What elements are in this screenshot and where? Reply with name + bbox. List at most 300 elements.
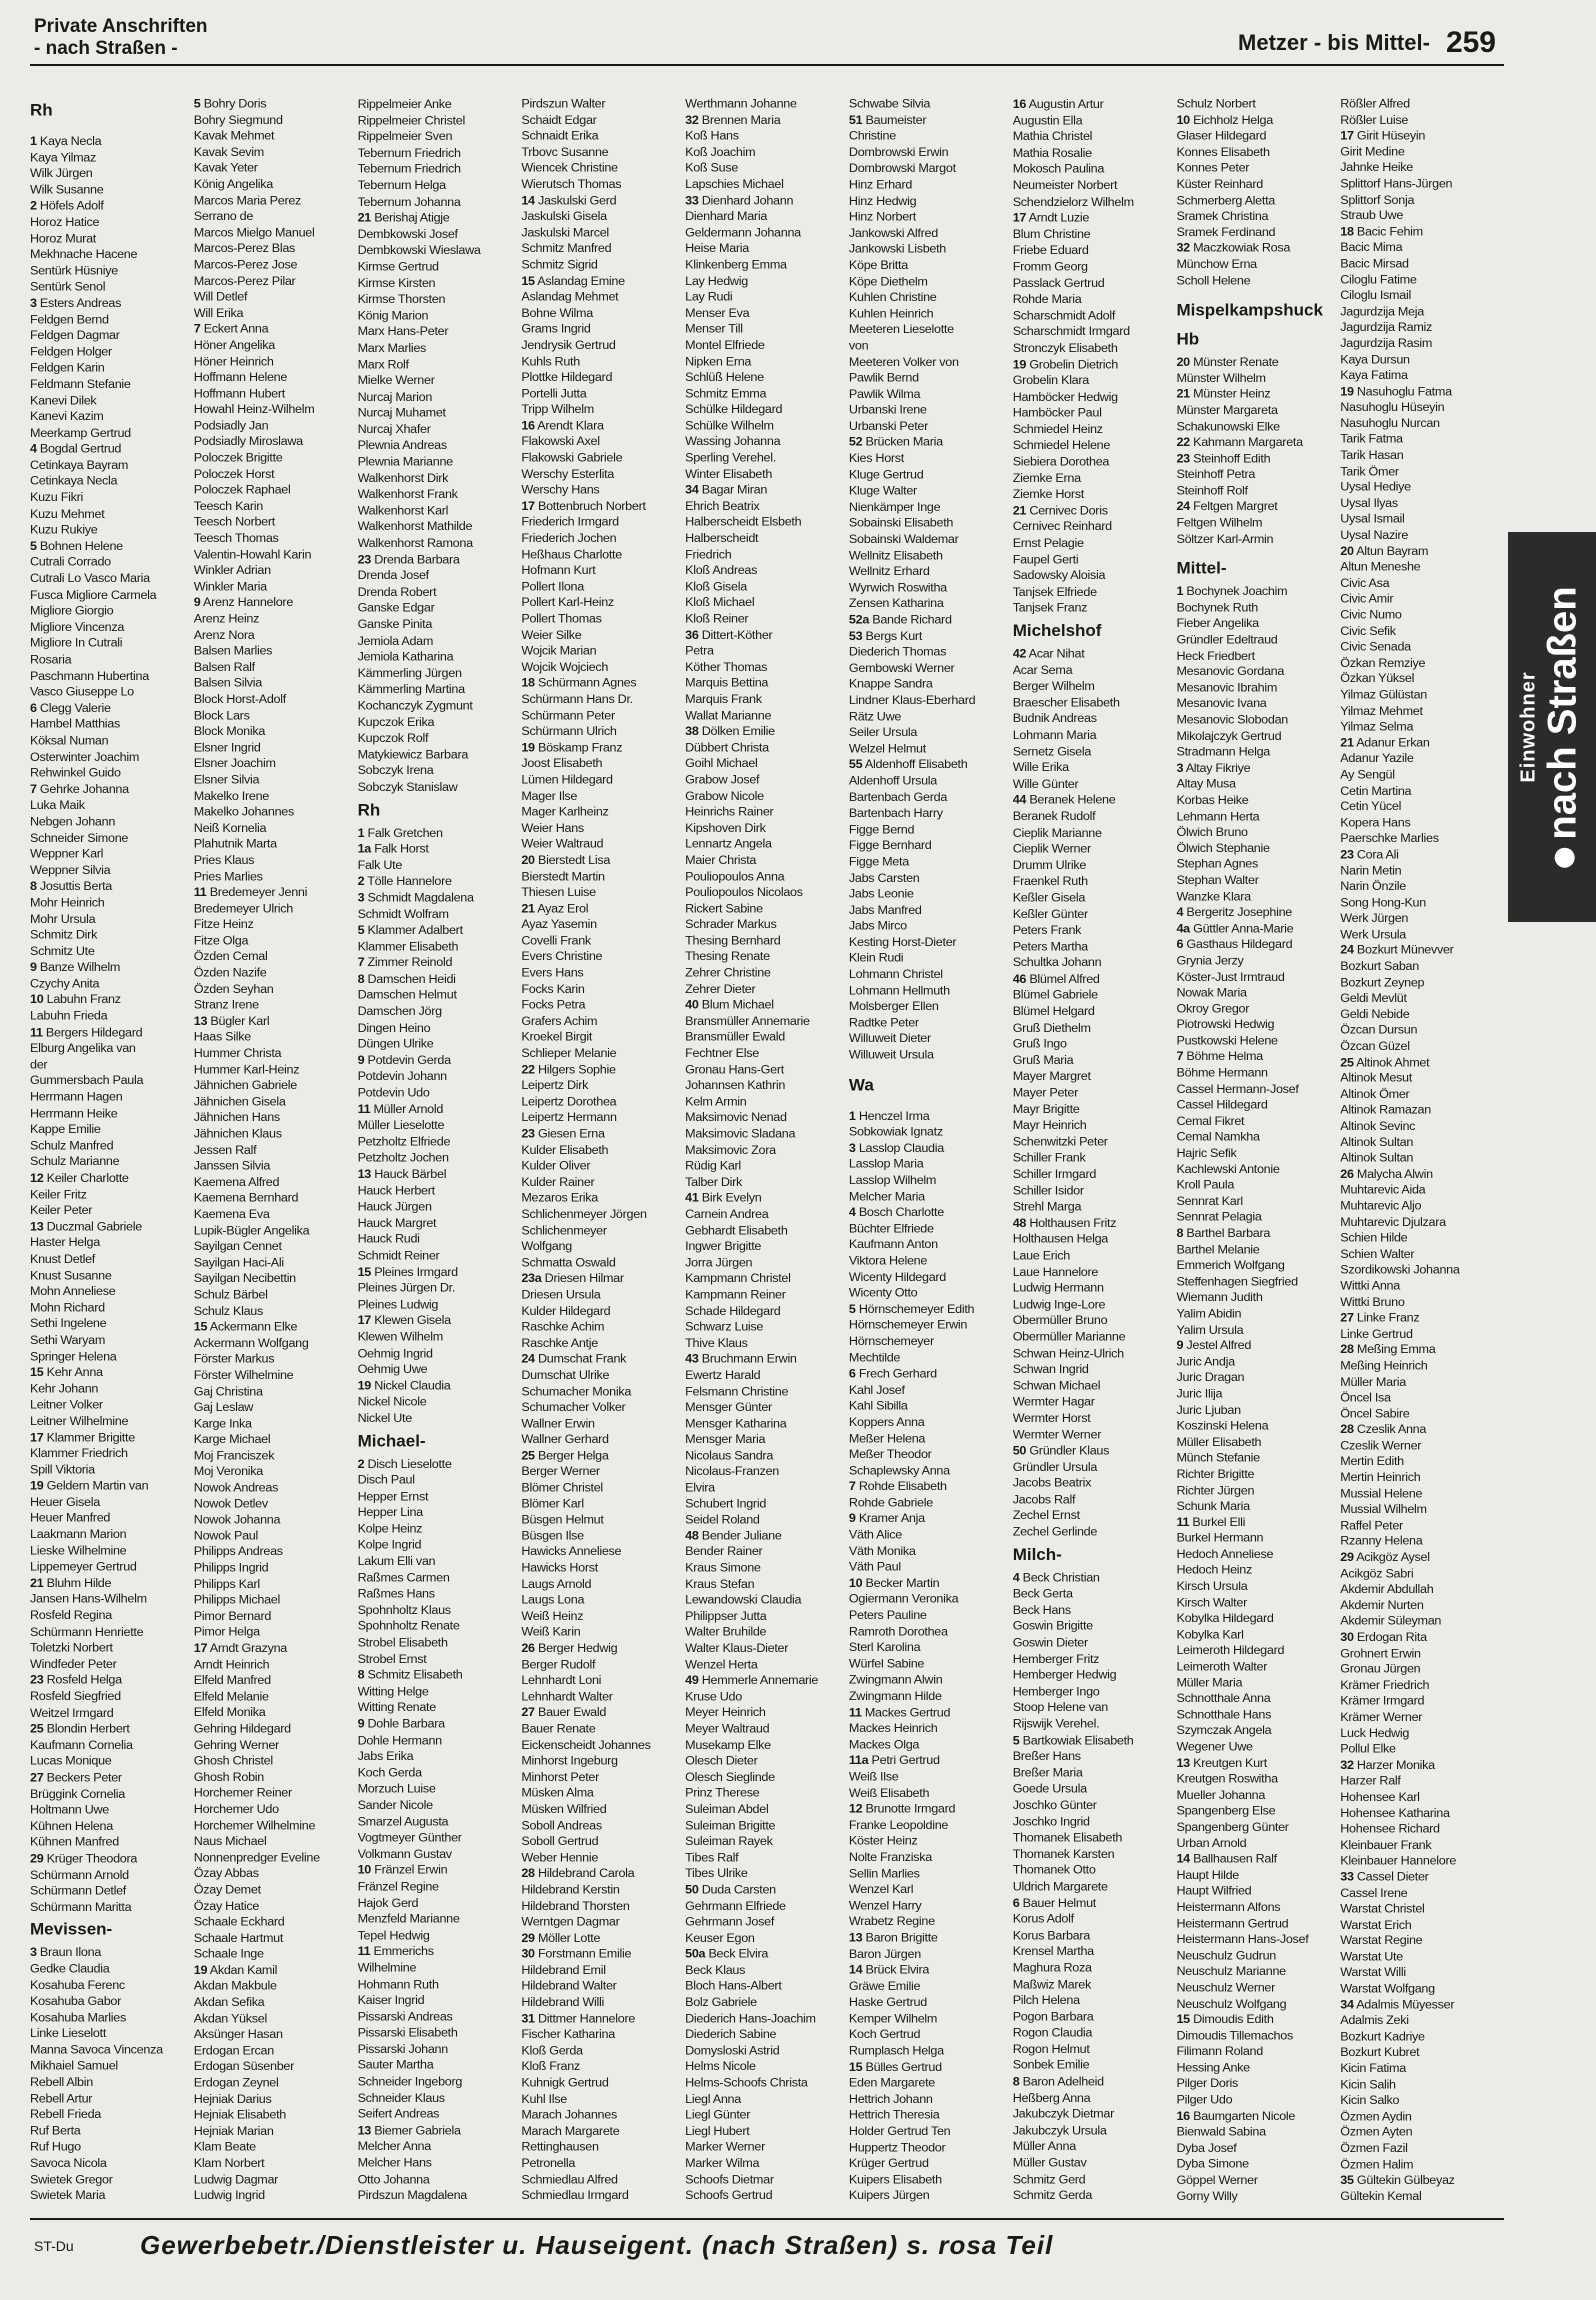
resident-entry bbox=[194, 949, 353, 965]
resident-name: Petri Gertrud bbox=[871, 1753, 940, 1768]
house-number: 1 bbox=[848, 1108, 856, 1123]
resident-name: Tebernum Johanna bbox=[357, 194, 461, 209]
resident-entry bbox=[849, 1301, 1008, 1317]
resident-entry bbox=[194, 1624, 353, 1640]
resident-name: Höfels Adolf bbox=[39, 198, 104, 213]
resident-entry bbox=[1340, 1725, 1499, 1741]
resident-name: Figge Bernhard bbox=[848, 838, 932, 853]
resident-name: Bauer Ewald bbox=[537, 1705, 607, 1720]
resident-name: Kloß Gerda bbox=[521, 2043, 583, 2058]
house-number: 55 bbox=[848, 757, 863, 772]
resident-name: Köksal Numan bbox=[30, 733, 109, 748]
resident-entry bbox=[30, 733, 189, 749]
resident-name: Linke Franz bbox=[1356, 1310, 1420, 1325]
resident-entry bbox=[30, 2074, 189, 2090]
resident-name: Weier Silke bbox=[521, 627, 582, 642]
resident-name: Prinz Therese bbox=[685, 1786, 760, 1800]
house-number: 8 bbox=[30, 879, 37, 894]
resident-name: Yalim Ursula bbox=[1176, 1322, 1244, 1337]
resident-entry bbox=[30, 295, 189, 311]
resident-entry bbox=[194, 933, 353, 949]
resident-entry bbox=[521, 209, 680, 225]
resident-name: Höner Angelika bbox=[193, 338, 275, 352]
resident-name: Smarzel Augusta bbox=[357, 1814, 449, 1829]
house-number: 28 bbox=[521, 1866, 535, 1881]
resident-entry bbox=[194, 176, 353, 192]
resident-entry bbox=[685, 1657, 844, 1673]
resident-name: Schmitz Dirk bbox=[30, 927, 98, 942]
resident-name: Philippser Jutta bbox=[685, 1609, 767, 1623]
resident-name: Maksimovic Sladana bbox=[685, 1126, 796, 1141]
resident-name: Hörnschemeyer Erwin bbox=[848, 1318, 968, 1332]
resident-name: Weppner Karl bbox=[30, 846, 104, 861]
resident-entry bbox=[358, 112, 517, 128]
resident-name: Grobelin Klara bbox=[1012, 373, 1089, 388]
resident-name: Sayilgan Haci-Ali bbox=[193, 1255, 284, 1269]
resident-entry bbox=[358, 2074, 517, 2090]
resident-name: Walkenhorst Frank bbox=[357, 487, 458, 501]
resident-entry bbox=[1340, 1997, 1499, 2013]
resident-name: von bbox=[848, 338, 869, 353]
resident-name: Bozkurt Kadriye bbox=[1340, 2029, 1425, 2044]
resident-name: Czeslik Anna bbox=[1356, 1422, 1427, 1437]
resident-entry bbox=[1013, 1231, 1172, 1247]
house-number: 32 bbox=[685, 113, 699, 127]
resident-entry bbox=[849, 676, 1008, 692]
resident-entry bbox=[521, 1319, 680, 1335]
resident-entry bbox=[358, 2057, 517, 2073]
resident-name: Moj Veronika bbox=[193, 1464, 263, 1479]
resident-entry bbox=[521, 1962, 680, 1978]
resident-name: Peters Frank bbox=[1012, 923, 1082, 937]
resident-name: Lieske Wilhelmine bbox=[30, 1543, 127, 1558]
resident-name: Hohmann Ruth bbox=[357, 1977, 439, 1991]
resident-name: Raffel Peter bbox=[1340, 1518, 1403, 1533]
resident-entry bbox=[521, 1946, 680, 1962]
resident-entry bbox=[1176, 937, 1335, 953]
resident-name: Scharschmidt Adolf bbox=[1012, 308, 1116, 323]
resident-name: Raschke Achim bbox=[521, 1319, 605, 1334]
resident-name: Bauer Helmut bbox=[1022, 1895, 1097, 1910]
resident-name: Münster Wilhelm bbox=[1176, 371, 1266, 385]
resident-entry bbox=[521, 1061, 680, 1077]
house-number: 7 bbox=[1176, 1049, 1184, 1064]
resident-name: Talber Dirk bbox=[685, 1174, 743, 1189]
resident-entry bbox=[1340, 1342, 1499, 1358]
resident-entry bbox=[685, 1882, 844, 1898]
house-number: 23 bbox=[30, 1673, 44, 1687]
resident-name: Friedrich bbox=[685, 547, 732, 562]
resident-entry bbox=[521, 353, 680, 369]
resident-name: Cieplik Marianne bbox=[1012, 825, 1102, 840]
resident-name: Mackes Olga bbox=[848, 1737, 920, 1752]
resident-entry bbox=[685, 1077, 844, 1093]
resident-name: Steinhoff Rolf bbox=[1176, 483, 1248, 498]
resident-name: Mussial Helene bbox=[1340, 1486, 1423, 1501]
resident-name: Feldmann Stefanie bbox=[30, 377, 131, 391]
resident-entry bbox=[1340, 1406, 1499, 1422]
resident-entry bbox=[194, 1142, 353, 1158]
resident-entry bbox=[30, 457, 189, 473]
resident-entry bbox=[849, 1108, 1008, 1124]
resident-entry bbox=[1013, 1459, 1172, 1475]
resident-entry bbox=[685, 917, 844, 933]
resident-name: Weber Hennie bbox=[521, 1850, 599, 1865]
resident-name: Bosch Charlotte bbox=[858, 1205, 944, 1220]
resident-entry bbox=[1340, 1054, 1499, 1070]
resident-entry bbox=[1340, 1438, 1499, 1454]
resident-name: Lippemeyer Gertrud bbox=[30, 1559, 137, 1574]
resident-name: Jagurdzija Meja bbox=[1340, 304, 1424, 319]
resident-name: Sramek Christina bbox=[1176, 209, 1269, 223]
resident-name: Bogdal Gertrud bbox=[39, 441, 122, 456]
resident-name: Köster Heinz bbox=[848, 1834, 918, 1848]
resident-name: Wilk Jürgen bbox=[30, 166, 93, 181]
resident-entry bbox=[685, 1335, 844, 1351]
resident-name: Gronau Jürgen bbox=[1340, 1662, 1421, 1676]
resident-entry bbox=[1176, 1948, 1335, 1964]
resident-entry bbox=[1176, 273, 1335, 289]
resident-entry bbox=[685, 1174, 844, 1190]
resident-name: Kluge Walter bbox=[848, 483, 917, 498]
house-number: 11 bbox=[848, 1705, 862, 1719]
resident-name: Kelm Armin bbox=[685, 1094, 747, 1109]
house-number: 6 bbox=[1176, 937, 1184, 952]
resident-entry bbox=[849, 257, 1008, 273]
resident-name: Peters Martha bbox=[1012, 939, 1088, 954]
resident-entry bbox=[358, 226, 517, 242]
resident-entry bbox=[194, 1238, 353, 1254]
resident-entry bbox=[194, 772, 353, 788]
resident-name: Öncel Isa bbox=[1340, 1390, 1391, 1405]
house-number: 10 bbox=[30, 992, 44, 1007]
resident-entry bbox=[1340, 2045, 1499, 2061]
resident-name: Kirmse Gertrud bbox=[357, 259, 439, 274]
resident-name: Radtke Peter bbox=[848, 1015, 919, 1030]
resident-name: Lasslop Wilhelm bbox=[848, 1173, 937, 1187]
resident-name: Meyer Heinrich bbox=[685, 1705, 766, 1720]
resident-name: Meyer Waltraud bbox=[685, 1721, 770, 1736]
resident-entry bbox=[194, 241, 353, 257]
resident-name: Neiß Kornelia bbox=[193, 820, 267, 835]
resident-entry bbox=[849, 1511, 1008, 1527]
resident-entry bbox=[685, 2011, 844, 2027]
resident-entry bbox=[1013, 1976, 1172, 1992]
resident-name: Marx Hans-Peter bbox=[357, 324, 449, 339]
resident-name: Konnes Elisabeth bbox=[1176, 145, 1270, 159]
resident-name: Lupik-Bügler Angelika bbox=[193, 1223, 310, 1237]
resident-name: Seifert Andreas bbox=[357, 2107, 440, 2121]
house-number: 7 bbox=[848, 1479, 856, 1494]
resident-entry bbox=[1340, 911, 1499, 927]
house-number: 52a bbox=[848, 612, 870, 627]
resident-name: Sellin Marlies bbox=[848, 1866, 920, 1881]
resident-name: Felsmann Christine bbox=[685, 1384, 789, 1398]
resident-name: Plottke Hildegard bbox=[521, 370, 613, 385]
resident-entry bbox=[1340, 2157, 1499, 2173]
resident-name: Kramer Anja bbox=[858, 1511, 925, 1526]
resident-name: Hoffmann Helene bbox=[193, 370, 288, 385]
resident-name: Marcos-Perez Blas bbox=[193, 241, 296, 256]
resident-entry bbox=[685, 836, 844, 852]
resident-entry bbox=[1013, 1765, 1172, 1781]
resident-entry bbox=[1013, 841, 1172, 857]
resident-entry bbox=[685, 1673, 844, 1689]
resident-name: Mager Ilse bbox=[521, 788, 578, 803]
resident-name: Gaj Christina bbox=[193, 1384, 263, 1398]
resident-name: Bransmüller Ewald bbox=[685, 1030, 786, 1044]
resident-name: Molsberger Ellen bbox=[848, 999, 939, 1014]
resident-entry bbox=[358, 1036, 517, 1052]
resident-entry bbox=[1176, 921, 1335, 937]
resident-name: Neuschulz Marianne bbox=[1176, 1964, 1286, 1979]
resident-name: Kluge Gertrud bbox=[848, 467, 924, 482]
resident-name: Schade Hildegard bbox=[685, 1303, 781, 1318]
resident-entry bbox=[358, 1004, 517, 1020]
house-number: 20 bbox=[521, 853, 535, 867]
resident-entry bbox=[1340, 1789, 1499, 1805]
resident-entry bbox=[358, 714, 517, 730]
resident-entry bbox=[685, 804, 844, 820]
resident-entry bbox=[1340, 1182, 1499, 1198]
resident-entry bbox=[30, 1332, 189, 1348]
resident-entry bbox=[30, 1656, 189, 1672]
resident-name: Schürmann Ulrich bbox=[521, 724, 617, 739]
resident-entry bbox=[849, 354, 1008, 370]
resident-name: Wermter Horst bbox=[1012, 1411, 1091, 1425]
resident-entry bbox=[1176, 499, 1335, 515]
resident-entry bbox=[194, 1271, 353, 1287]
resident-name: Blümel Helgard bbox=[1012, 1004, 1095, 1019]
resident-name: Harzer Monika bbox=[1356, 1758, 1435, 1772]
resident-name: Mesanovic Slobodan bbox=[1176, 712, 1288, 727]
resident-entry bbox=[1176, 1049, 1335, 1065]
resident-entry bbox=[358, 1960, 517, 1976]
resident-name: Szymczak Angela bbox=[1176, 1723, 1272, 1738]
resident-name: Marach Johannes bbox=[521, 2108, 617, 2122]
resident-entry bbox=[1176, 953, 1335, 969]
resident-entry bbox=[521, 2107, 680, 2123]
house-number: 33 bbox=[1340, 1869, 1354, 1884]
resident-entry bbox=[521, 241, 680, 257]
resident-entry bbox=[30, 1105, 189, 1121]
resident-name: Weiß Ilse bbox=[848, 1769, 899, 1784]
resident-name: Valentin-Howahl Karin bbox=[193, 547, 312, 562]
resident-name: Geldi Nebide bbox=[1340, 1007, 1410, 1021]
resident-entry bbox=[194, 386, 353, 402]
resident-name: Werthmann Johanne bbox=[685, 96, 797, 111]
resident-name: Damschen Helmut bbox=[357, 988, 457, 1002]
resident-name: Mayer Margret bbox=[1012, 1069, 1091, 1084]
resident-name: Schneider Simone bbox=[30, 830, 129, 845]
resident-entry bbox=[358, 307, 517, 323]
resident-name: Hajric Sefik bbox=[1176, 1146, 1237, 1160]
resident-entry bbox=[1176, 402, 1335, 418]
resident-entry bbox=[30, 360, 189, 376]
resident-name: Maksimovic Zora bbox=[685, 1142, 776, 1157]
resident-entry bbox=[685, 707, 844, 723]
resident-entry bbox=[1176, 2092, 1335, 2108]
resident-name: Howahl Heinz-Wilhelm bbox=[193, 402, 315, 417]
resident-name: Menser Till bbox=[685, 322, 743, 336]
resident-name: Kuzu Fikri bbox=[30, 490, 83, 505]
resident-entry bbox=[358, 600, 517, 616]
resident-entry bbox=[521, 868, 680, 884]
resident-entry bbox=[358, 194, 517, 210]
resident-entry bbox=[194, 1061, 353, 1077]
resident-name: Schlüß Helene bbox=[685, 370, 764, 385]
resident-name: Raßmes Hans bbox=[357, 1586, 435, 1601]
resident-name: Cetin Martina bbox=[1340, 783, 1412, 798]
resident-entry bbox=[194, 868, 353, 884]
resident-entry bbox=[358, 275, 517, 291]
resident-entry bbox=[358, 1215, 517, 1231]
resident-name: Bacic Fehim bbox=[1356, 224, 1423, 239]
resident-name: Müller Gustav bbox=[1012, 2155, 1087, 2170]
resident-name: Tepel Hedwig bbox=[357, 1928, 430, 1943]
resident-name: Akdan Makbule bbox=[193, 1979, 277, 1993]
header-subtitle: - nach Straßen - bbox=[34, 38, 178, 59]
resident-name: Kulder Rainer bbox=[521, 1174, 595, 1189]
resident-name: Klewen Gisela bbox=[374, 1313, 451, 1328]
resident-entry bbox=[358, 1537, 517, 1553]
resident-entry bbox=[358, 649, 517, 665]
resident-entry bbox=[358, 1117, 517, 1133]
directory-columns bbox=[30, 96, 1504, 2208]
resident-entry bbox=[1176, 2060, 1335, 2076]
resident-name: Ogiermann Veronika bbox=[848, 1592, 959, 1606]
resident-entry bbox=[1340, 1582, 1499, 1598]
resident-entry bbox=[1340, 447, 1499, 463]
resident-name: Blömer Christel bbox=[521, 1480, 603, 1495]
resident-name: Wenzel Karl bbox=[848, 1882, 914, 1897]
resident-entry bbox=[1013, 1716, 1172, 1732]
resident-name: Tarik Fatma bbox=[1340, 432, 1403, 446]
resident-name: Elsner Joachim bbox=[193, 756, 276, 771]
resident-name: Marcos-Perez Pilar bbox=[193, 273, 296, 288]
resident-name: Weitzel Irmgard bbox=[30, 1705, 114, 1720]
resident-entry bbox=[1176, 112, 1335, 128]
resident-name: Leitner Wilhelmine bbox=[30, 1414, 129, 1428]
resident-entry bbox=[194, 917, 353, 933]
resident-entry bbox=[194, 804, 353, 820]
resident-entry bbox=[194, 1319, 353, 1335]
resident-entry bbox=[194, 1737, 353, 1753]
resident-entry bbox=[1013, 177, 1172, 193]
resident-entry bbox=[1176, 744, 1335, 760]
resident-name: Juric Dragan bbox=[1176, 1370, 1245, 1385]
resident-entry bbox=[521, 675, 680, 691]
resident-entry bbox=[358, 1635, 517, 1651]
resident-entry bbox=[1340, 399, 1499, 415]
resident-name: Cassel Irene bbox=[1340, 1885, 1408, 1900]
resident-name: Schnotthale Hans bbox=[1176, 1707, 1272, 1722]
resident-name: Kloß Gisela bbox=[685, 579, 747, 594]
resident-name: Dombrowski Margot bbox=[848, 161, 956, 176]
resident-name: Thive Klaus bbox=[685, 1335, 748, 1350]
resident-entry bbox=[358, 1329, 517, 1345]
resident-name: Nowak Maria bbox=[1176, 985, 1247, 1000]
section-tab bbox=[1508, 532, 1596, 922]
resident-name: Meeteren Volker von bbox=[848, 354, 959, 369]
resident-entry bbox=[194, 1850, 353, 1866]
resident-name: Uysal Nazire bbox=[1340, 528, 1409, 542]
resident-name: Liegl Hubert bbox=[685, 2124, 750, 2138]
resident-entry bbox=[194, 337, 353, 353]
resident-name: Hamböcker Paul bbox=[1012, 405, 1102, 420]
resident-name: Heistermann Hans-Josef bbox=[1176, 1932, 1309, 1946]
resident-name: Hauck Margret bbox=[357, 1215, 437, 1230]
resident-entry bbox=[1013, 808, 1172, 824]
resident-entry bbox=[1176, 515, 1335, 531]
resident-entry bbox=[1340, 1949, 1499, 1965]
resident-entry bbox=[358, 1814, 517, 1830]
resident-name: Ayaz Yasemin bbox=[521, 917, 597, 932]
resident-name: Muhtarevic Djulzara bbox=[1340, 1215, 1446, 1229]
resident-entry bbox=[1176, 1338, 1335, 1354]
resident-entry bbox=[685, 723, 844, 739]
resident-name: Beranek Rudolf bbox=[1012, 809, 1096, 824]
resident-entry bbox=[849, 918, 1008, 934]
resident-entry bbox=[194, 1930, 353, 1946]
resident-entry bbox=[1340, 288, 1499, 304]
resident-name: Bolz Gabriele bbox=[685, 1995, 757, 2010]
resident-entry bbox=[1176, 1033, 1335, 1049]
resident-entry bbox=[849, 854, 1008, 870]
resident-name: Väth Alice bbox=[848, 1527, 902, 1542]
resident-entry bbox=[30, 538, 189, 554]
resident-name: Warstat Erich bbox=[1340, 1917, 1412, 1932]
resident-entry bbox=[1176, 1370, 1335, 1386]
resident-entry bbox=[1340, 160, 1499, 176]
resident-name: Dölken Emilie bbox=[701, 724, 775, 739]
resident-entry bbox=[521, 1624, 680, 1640]
resident-name: Bügler Karl bbox=[210, 1014, 270, 1028]
resident-entry bbox=[1340, 256, 1499, 272]
resident-entry bbox=[849, 1769, 1008, 1785]
resident-entry bbox=[849, 1704, 1008, 1720]
resident-name: Nipken Erna bbox=[685, 354, 752, 368]
resident-entry bbox=[358, 1797, 517, 1813]
house-number: 50 bbox=[685, 1882, 699, 1897]
resident-entry bbox=[849, 644, 1008, 660]
resident-name: Balsen Ralf bbox=[193, 660, 255, 674]
resident-name: Korus Barbara bbox=[1012, 1928, 1090, 1943]
resident-entry bbox=[1013, 519, 1172, 535]
footer-rule bbox=[30, 2218, 1504, 2220]
resident-name: Potdevin Gerda bbox=[367, 1053, 451, 1068]
resident-name: Böskamp Franz bbox=[537, 740, 623, 755]
resident-entry bbox=[849, 999, 1008, 1015]
resident-name: Minhorst Peter bbox=[521, 1770, 600, 1784]
resident-entry bbox=[685, 128, 844, 144]
resident-entry bbox=[30, 1867, 189, 1883]
house-number: 23a bbox=[521, 1271, 542, 1286]
resident-name: Wille Erika bbox=[1012, 760, 1069, 775]
resident-name: Kühnen Helena bbox=[30, 1819, 113, 1833]
house-number: 13 bbox=[30, 1219, 44, 1234]
resident-name: Nolte Franziska bbox=[848, 1850, 932, 1864]
resident-name: Hamböcker Hedwig bbox=[1012, 389, 1118, 404]
resident-entry bbox=[521, 1110, 680, 1126]
resident-name: Marx Rolf bbox=[357, 357, 409, 371]
resident-entry bbox=[1340, 1262, 1499, 1278]
resident-name: Jankowski Alfred bbox=[848, 225, 938, 240]
resident-entry bbox=[194, 1126, 353, 1142]
resident-entry bbox=[194, 852, 353, 868]
resident-entry bbox=[30, 700, 189, 716]
spacer bbox=[1176, 547, 1335, 555]
